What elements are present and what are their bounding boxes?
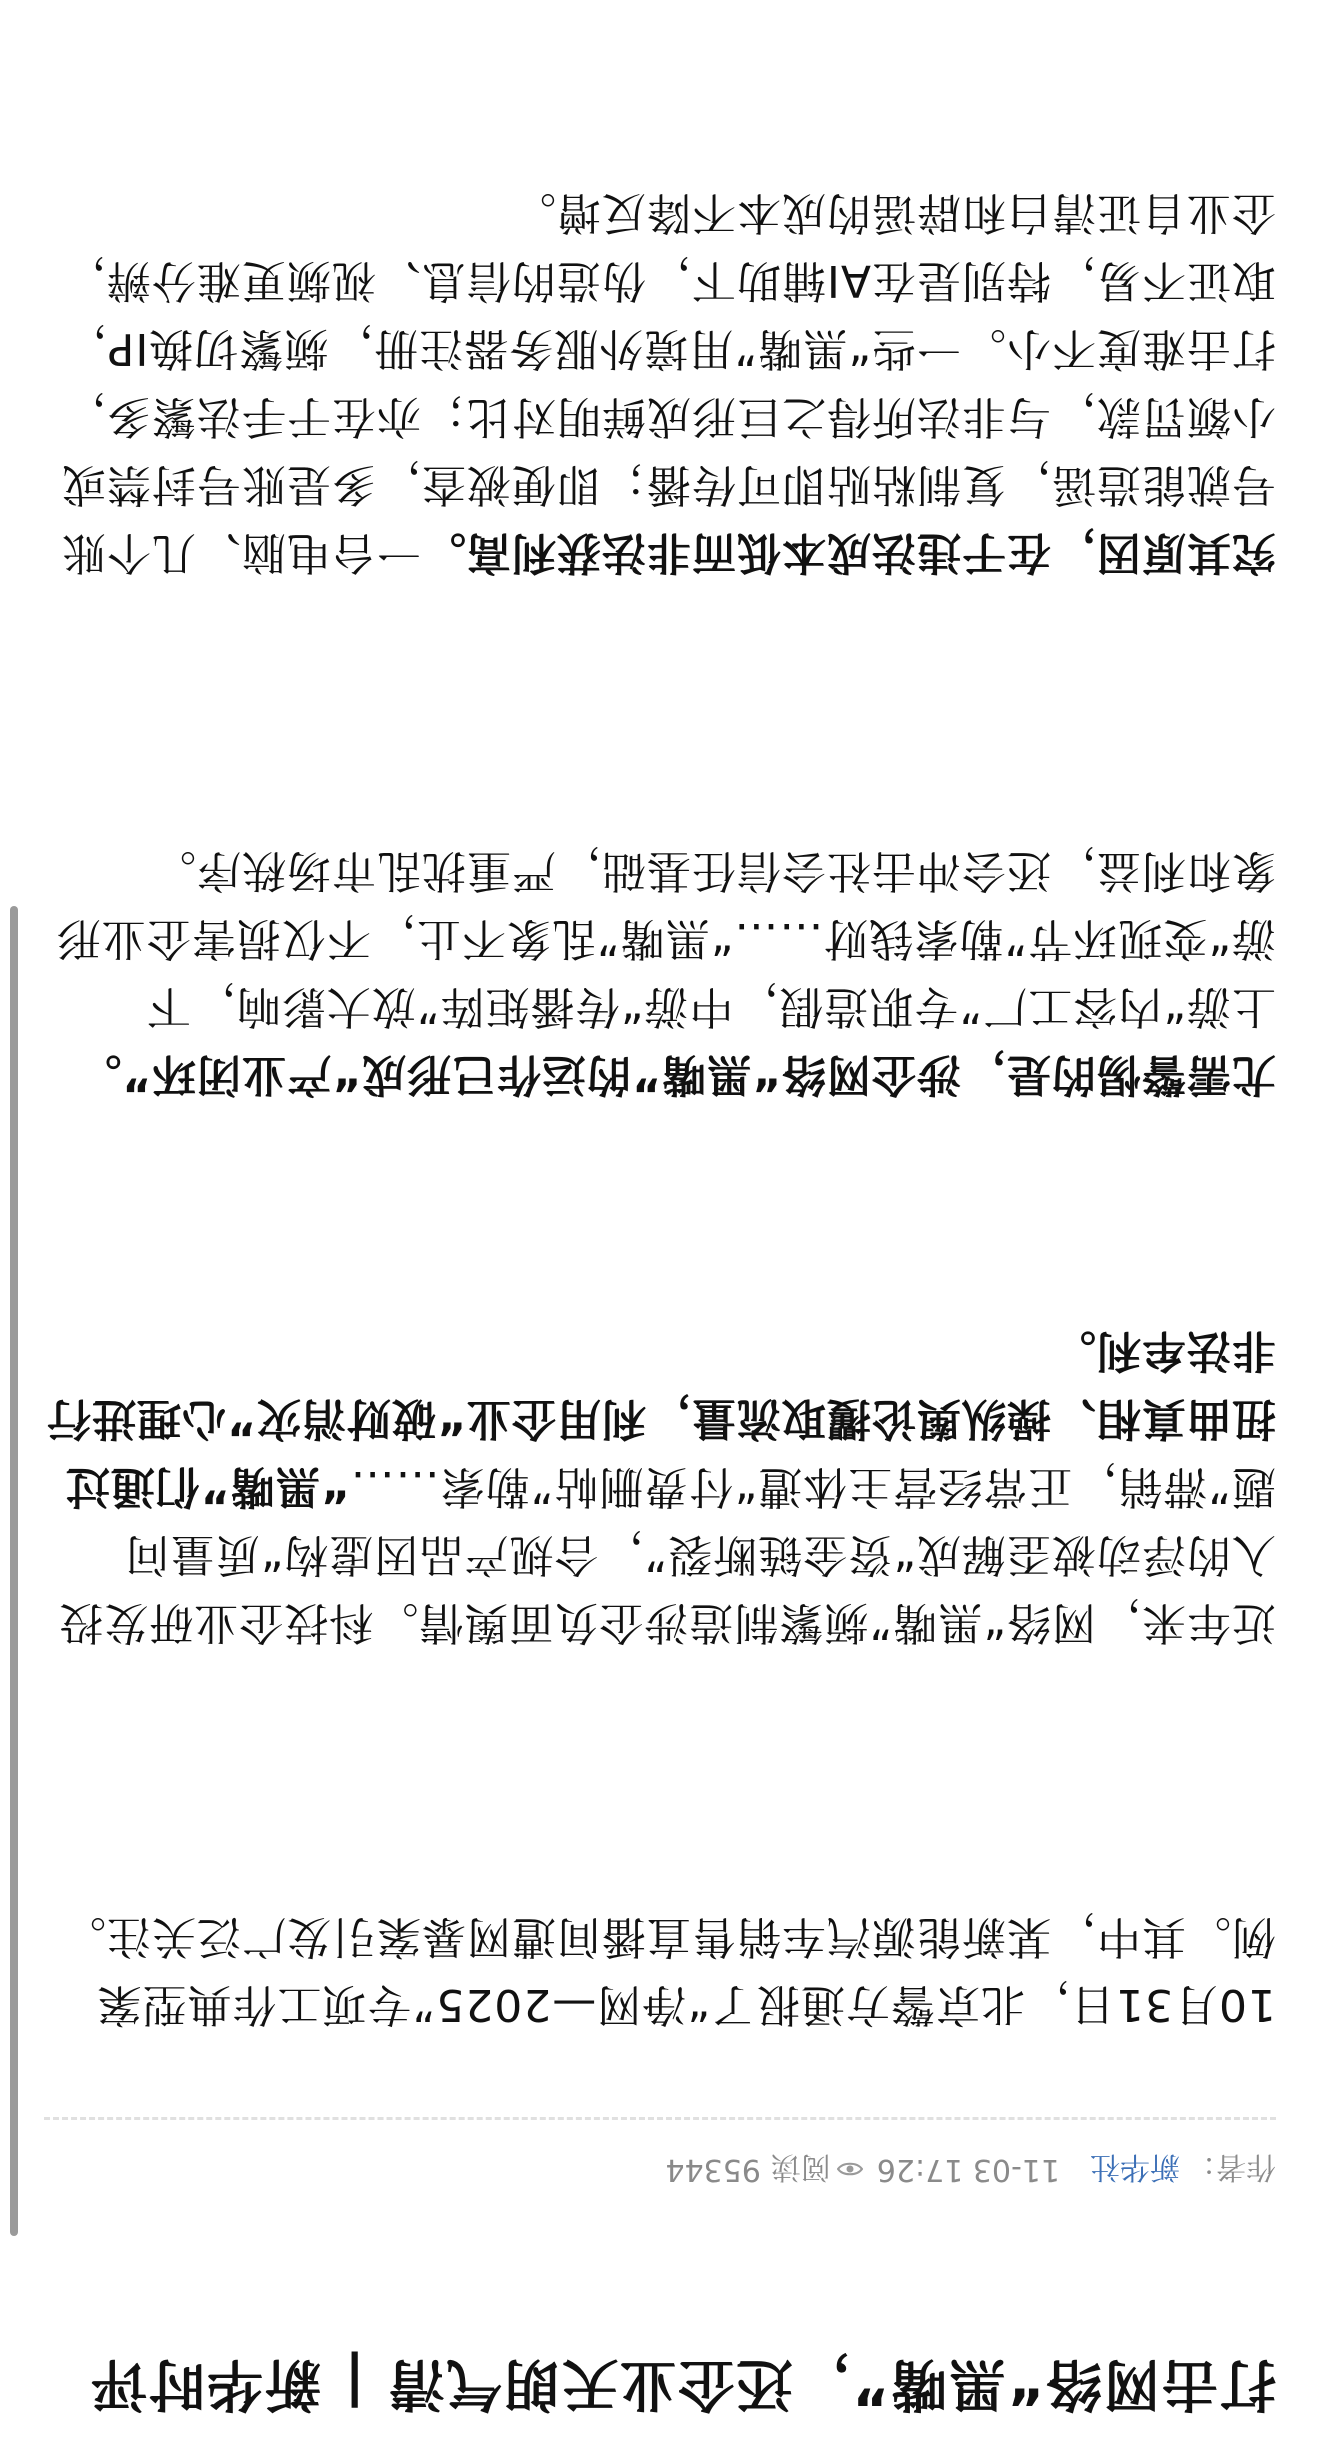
paragraph-bold-text: “黑嘴”们通过扭曲真相、操纵舆论攫取流量，利用企业“破财消灾”心理进行非法牟利。	[46, 1325, 1276, 1512]
scrollbar[interactable]	[10, 906, 18, 2236]
eye-icon	[837, 2153, 863, 2188]
paragraph-1	[44, 1902, 1276, 2038]
read-count: 95344	[665, 2152, 761, 2188]
publish-datetime: 11-03 17:26	[876, 2152, 1060, 2188]
page-title: 打击网络“黑嘴”，还企业天朗气清 | 新华时评	[88, 2351, 1276, 2416]
paragraph-3	[44, 836, 1276, 1108]
paragraph-text: 一台电脑、几个账号就能造谣，复制粘贴即可传播；即便被查，多是账号封禁或小额罚款，与非法所得之巨形成鲜明对比；亦在于手法繁多，打击难度不小。一些“黑嘴”用境外服务器注册，频繁切换IP，取证不易，特别是在AI辅助下，伪造的信息、视频更难分辨，企业自证清白和辟谣的成本不降反增。	[60, 187, 1276, 578]
paragraph-text: 10月31日，北京警方通报了“净网—2025”专项工作典型案例。其中，某新能源汽车销售直播间遭网暴案引发广泛关注。	[61, 1911, 1276, 2030]
paragraph-text: 近年来，网络“黑嘴”频繁制造涉企负面舆情。科技企业研发投入的浮动被歪解成“资金链断裂”，合规产品因虚构“质量问题”滞销，正常经营主体遭“付费删帖”勒索……	[58, 1461, 1276, 1648]
author-label: 作者：	[1186, 2149, 1276, 2184]
divider	[44, 2117, 1276, 2120]
author-link[interactable]: 新华社	[1090, 2149, 1180, 2184]
paragraph-bold-text: 尤需警惕的是，涉企网络“黑嘴”的运作已形成“产业闭环”。	[76, 1049, 1276, 1100]
article-meta	[665, 2150, 1276, 2190]
paragraph-text: 上游“内容工厂”专职造假，中游“传播矩阵”放大影响，下游“变现环节”勒索钱财……“黑嘴”乱象不止，不仅损害企业形象和利益，还会冲击社会信任基础，严重扰乱市场秩序。	[55, 845, 1276, 1032]
reads-label: 阅读	[770, 2149, 831, 2184]
paragraph-2	[44, 1316, 1276, 1656]
paragraph-4	[44, 178, 1276, 586]
paragraph-bold-text: 究其原因，在于违法成本低而非法获利高。	[421, 527, 1276, 578]
